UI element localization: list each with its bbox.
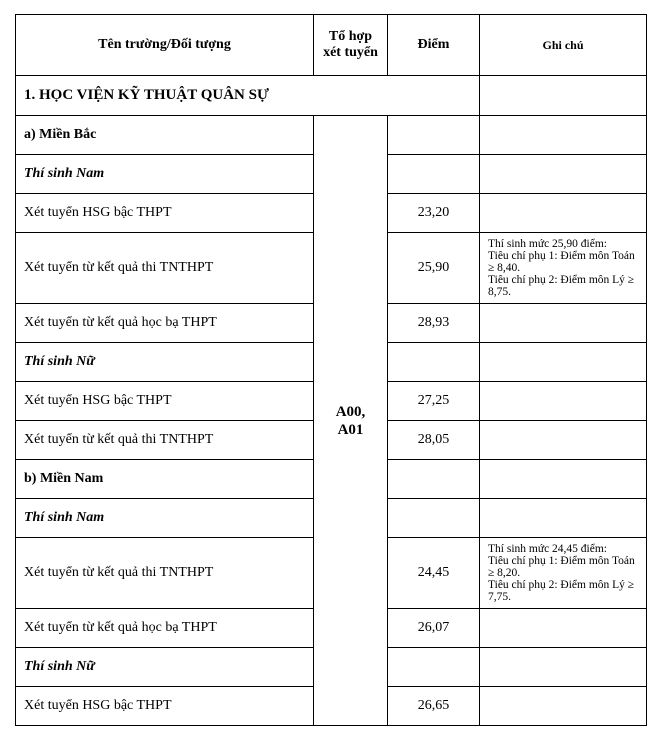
note-cell [480, 499, 647, 538]
score-cell [388, 499, 480, 538]
row-score: 27,25 [388, 382, 480, 421]
header-combo-line1: Tổ hợp [328, 29, 373, 44]
note-cell [480, 687, 647, 726]
note-cell [480, 194, 647, 233]
combo-cell [314, 116, 388, 726]
note-cell [480, 155, 647, 194]
header-note: Ghi chú [480, 15, 647, 76]
row-label: Xét tuyển HSG bậc THPT [16, 194, 314, 233]
note-line: ≥ 8,40. [488, 262, 521, 274]
row-score: 24,45 [388, 538, 480, 609]
note-line: 8,75. [488, 286, 511, 298]
group-female-north: Thí sinh Nữ [16, 343, 314, 382]
header-combo-line2: xét tuyển [323, 45, 378, 60]
note-line: ≥ 8,20. [488, 567, 521, 579]
group-male-south: Thí sinh Nam [16, 499, 314, 538]
score-cell [388, 460, 480, 499]
note-line: Thí sinh mức 24,45 điểm: [488, 543, 607, 555]
header-score: Điểm [388, 15, 480, 76]
note-cell [480, 460, 647, 499]
note-line: Thí sinh mức 25,90 điểm: [488, 238, 607, 250]
section-row [16, 76, 647, 116]
note-cell [480, 233, 647, 304]
row-score: 26,07 [388, 609, 480, 648]
score-cell [388, 343, 480, 382]
row-label: Xét tuyển HSG bậc THPT [16, 687, 314, 726]
row-label: Xét tuyển HSG bậc THPT [16, 382, 314, 421]
note-cell [480, 421, 647, 460]
row-label: Xét tuyển từ kết quả học bạ THPT [16, 609, 314, 648]
note-cell [480, 609, 647, 648]
note-cell [480, 382, 647, 421]
group-female-south: Thí sinh Nữ [16, 648, 314, 687]
note-cell [480, 538, 647, 609]
table-header-row [16, 15, 647, 76]
note-cell [480, 648, 647, 687]
group-male-north: Thí sinh Nam [16, 155, 314, 194]
row-label: Xét tuyển từ kết quả học bạ THPT [16, 304, 314, 343]
note-cell [480, 76, 647, 116]
row-label: Xét tuyển từ kết quả thi TNTHPT [16, 233, 314, 304]
score-cell [388, 116, 480, 155]
row-score: 23,20 [388, 194, 480, 233]
row-score: 25,90 [388, 233, 480, 304]
header-combo [314, 15, 388, 76]
region-row-north [16, 116, 647, 155]
header-school: Tên trường/Đối tượng [16, 15, 314, 76]
score-cell [388, 155, 480, 194]
note-cell [480, 343, 647, 382]
score-cell [388, 648, 480, 687]
note-line: 7,75. [488, 591, 511, 603]
combo-line2: A01 [337, 421, 364, 438]
row-score: 28,93 [388, 304, 480, 343]
admission-score-table [15, 14, 647, 726]
row-score: 28,05 [388, 421, 480, 460]
note-line: Tiêu chí phụ 1: Điểm môn Toán [488, 250, 635, 262]
note-line: Tiêu chí phụ 2: Điểm môn Lý ≥ [488, 579, 635, 591]
note-cell [480, 304, 647, 343]
region-south: b) Miền Nam [16, 460, 314, 499]
row-score: 26,65 [388, 687, 480, 726]
note-line: Tiêu chí phụ 2: Điểm môn Lý ≥ [488, 274, 635, 286]
row-label: Xét tuyển từ kết quả thi TNTHPT [16, 538, 314, 609]
note-cell [480, 116, 647, 155]
section-title: 1. HỌC VIỆN KỸ THUẬT QUÂN SỰ [16, 76, 480, 116]
note-line: Tiêu chí phụ 1: Điểm môn Toán [488, 555, 635, 567]
region-north: a) Miền Bắc [16, 116, 314, 155]
combo-line1: A00, [335, 403, 366, 420]
row-label: Xét tuyển từ kết quả thi TNTHPT [16, 421, 314, 460]
